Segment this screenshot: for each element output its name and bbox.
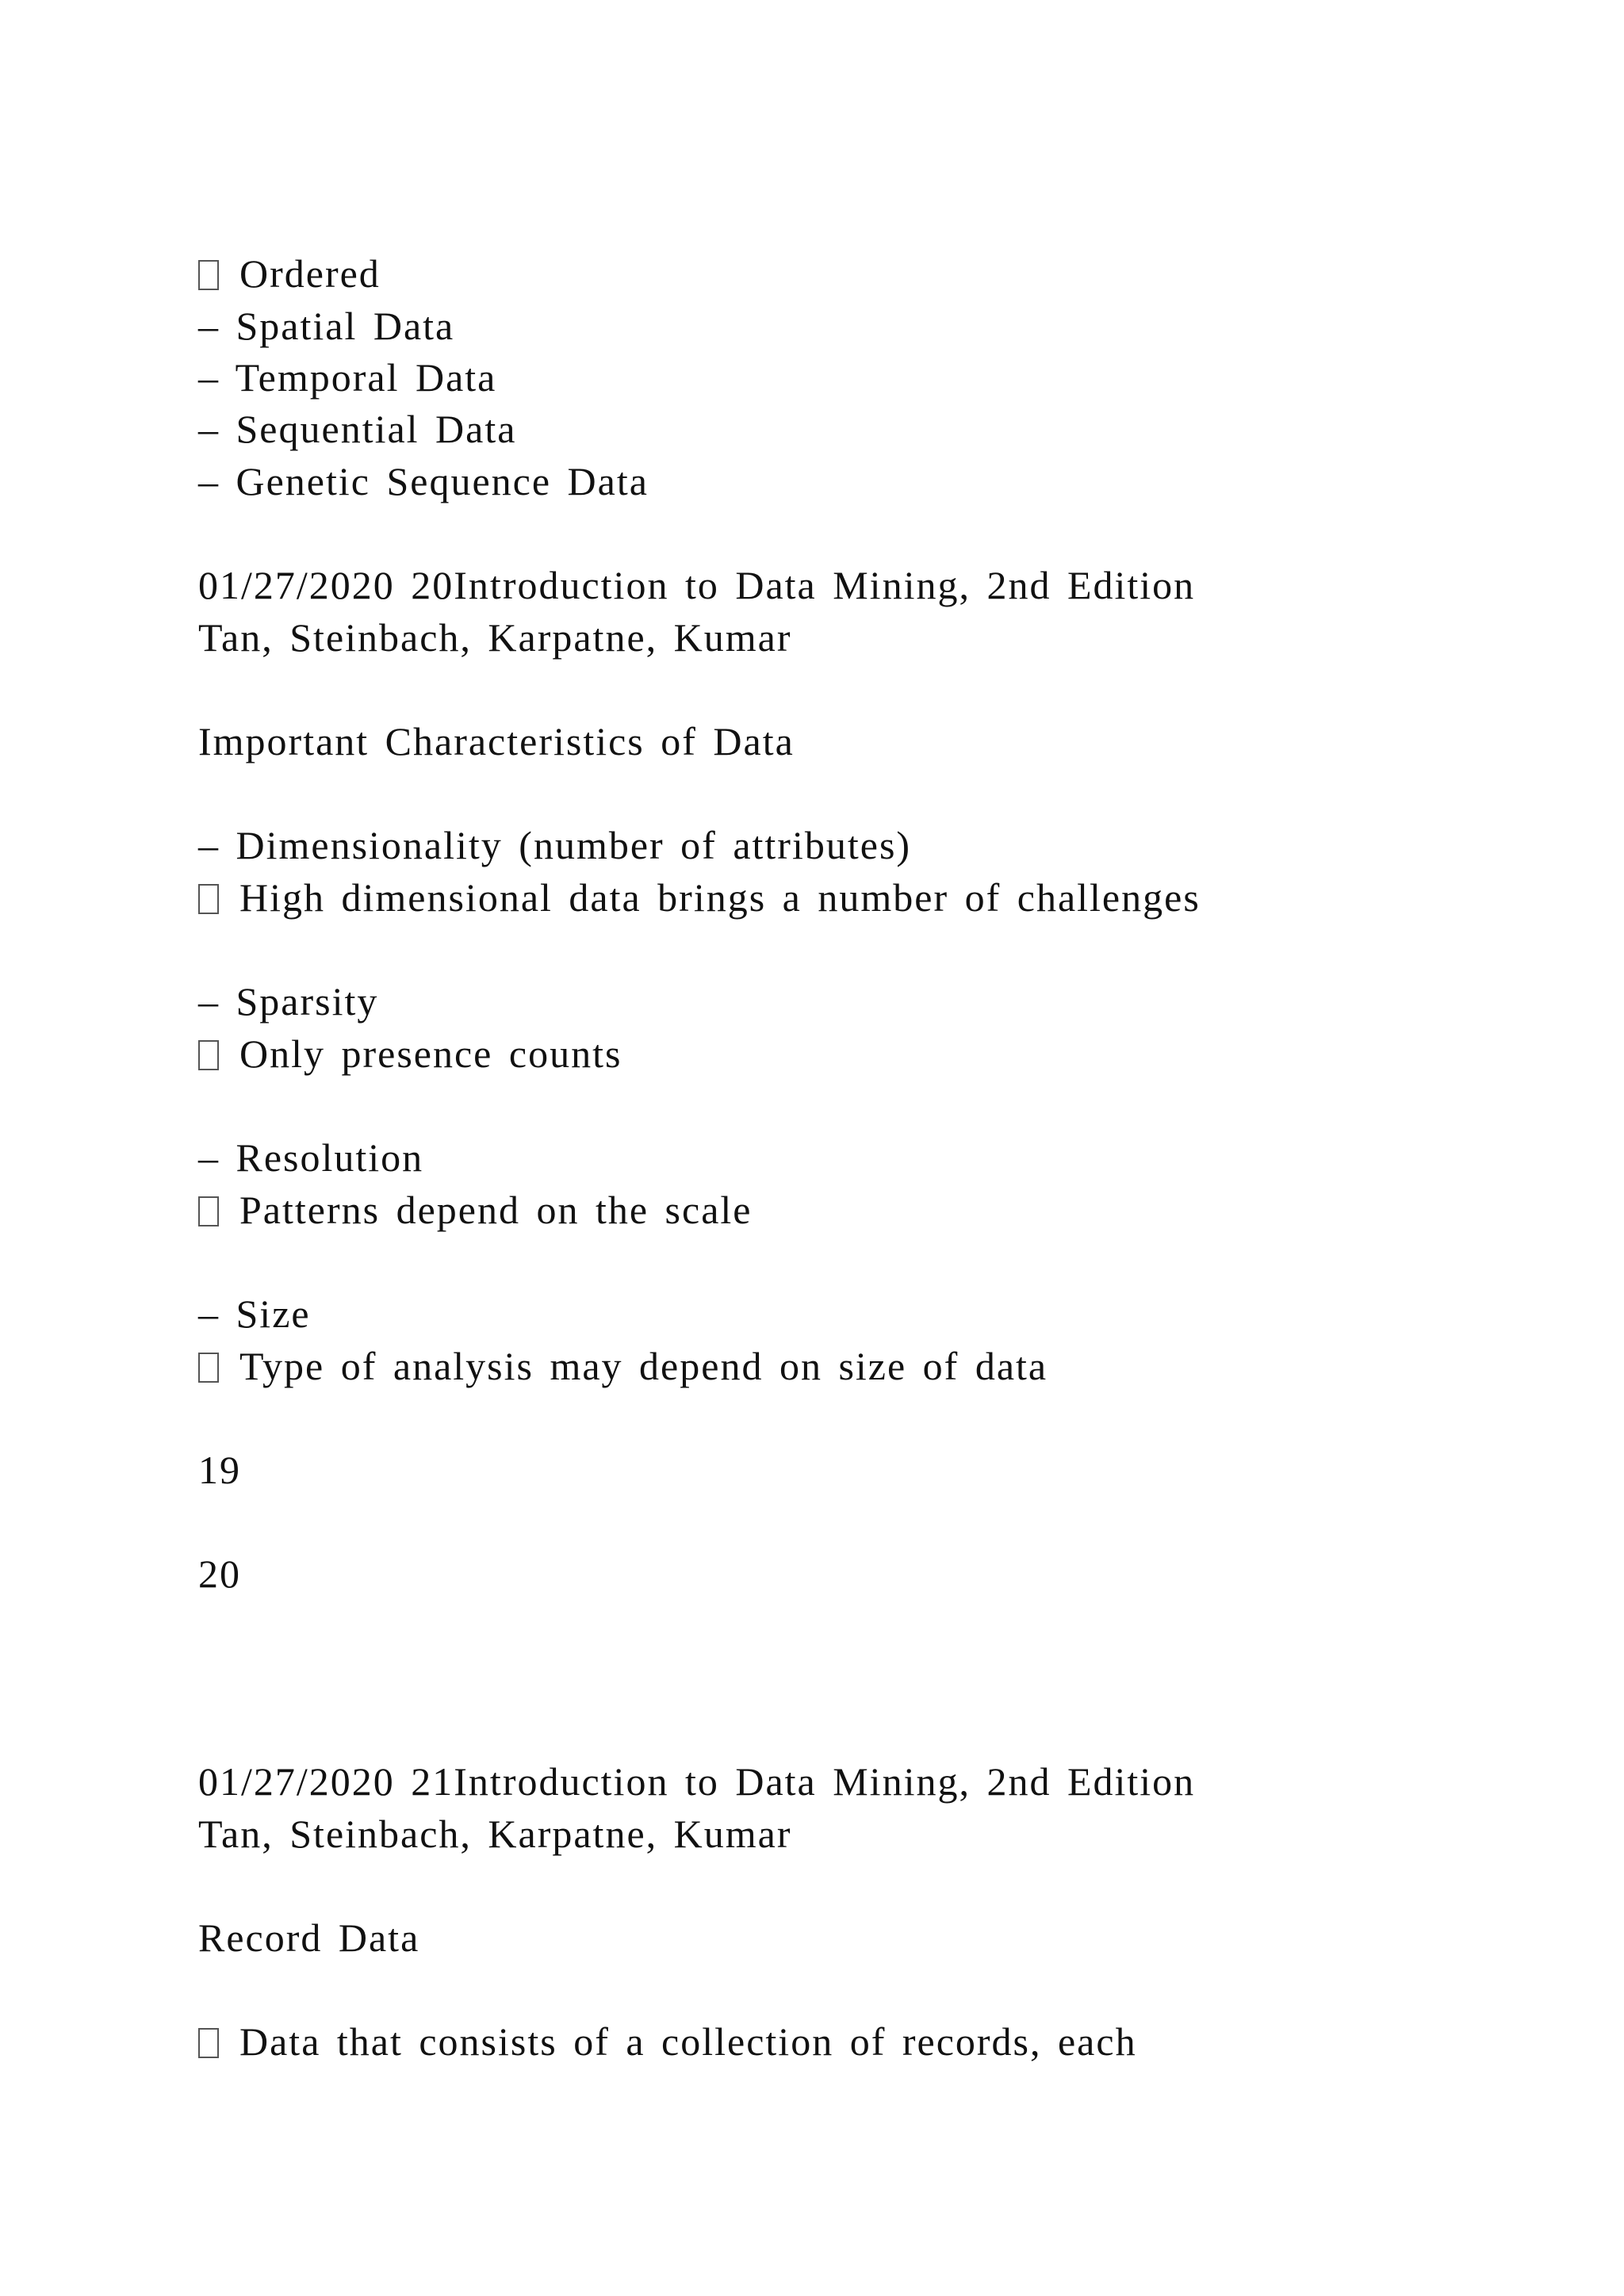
- resolution-sub: Patterns depend on the scale: [239, 1188, 753, 1232]
- bullet-box-icon: [198, 260, 219, 290]
- sequential-data-item: – Sequential Data: [198, 407, 517, 451]
- slide21-footer-line2: Tan, Steinbach, Karpatne, Kumar: [198, 1812, 792, 1856]
- bullet-box-icon: [198, 1040, 219, 1070]
- slide21-title: Record Data: [198, 1915, 420, 1960]
- record-data-bullet-line: [198, 2015, 1137, 2068]
- slide20-title: Important Characteristics of Data: [198, 719, 795, 763]
- page-number-20: 20: [198, 1552, 241, 1596]
- page-number-19: 19: [198, 1448, 241, 1492]
- resolution-sub-line: [198, 1184, 752, 1236]
- temporal-data-item: – Temporal Data: [198, 355, 497, 400]
- ordered-line: [198, 247, 381, 300]
- dimensionality-sub-line: [198, 871, 1201, 924]
- bullet-box-icon: [198, 1196, 219, 1226]
- sparsity-sub: Only presence counts: [239, 1031, 622, 1076]
- size-sub-line: [198, 1340, 1048, 1392]
- size-sub: Type of analysis may depend on size of data: [239, 1344, 1048, 1388]
- ordered-heading: Ordered: [239, 251, 381, 296]
- spatial-data-item: – Spatial Data: [198, 304, 455, 348]
- slide20-footer-line2: Tan, Steinbach, Karpatne, Kumar: [198, 615, 792, 660]
- slide21-footer-line1: 01/27/2020 21Introduction to Data Mining, 2nd Edition: [198, 1759, 1196, 1804]
- dimensionality-sub: High dimensional data brings a number of challenges: [239, 875, 1201, 920]
- bullet-box-icon: [198, 884, 219, 914]
- slide20-footer-line1: 01/27/2020 20Introduction to Data Mining, 2nd Edition: [198, 563, 1196, 607]
- record-data-bullet: Data that consists of a collection of records, each: [239, 2019, 1137, 2064]
- dimensionality-item: – Dimensionality (number of attributes): [198, 823, 912, 867]
- resolution-item: – Resolution: [198, 1135, 424, 1180]
- bullet-box-icon: [198, 1353, 219, 1383]
- sparsity-item: – Sparsity: [198, 979, 379, 1024]
- genetic-sequence-data-item: – Genetic Sequence Data: [198, 459, 649, 503]
- bullet-box-icon: [198, 2028, 219, 2058]
- size-item: – Size: [198, 1292, 311, 1336]
- sparsity-sub-line: [198, 1027, 622, 1080]
